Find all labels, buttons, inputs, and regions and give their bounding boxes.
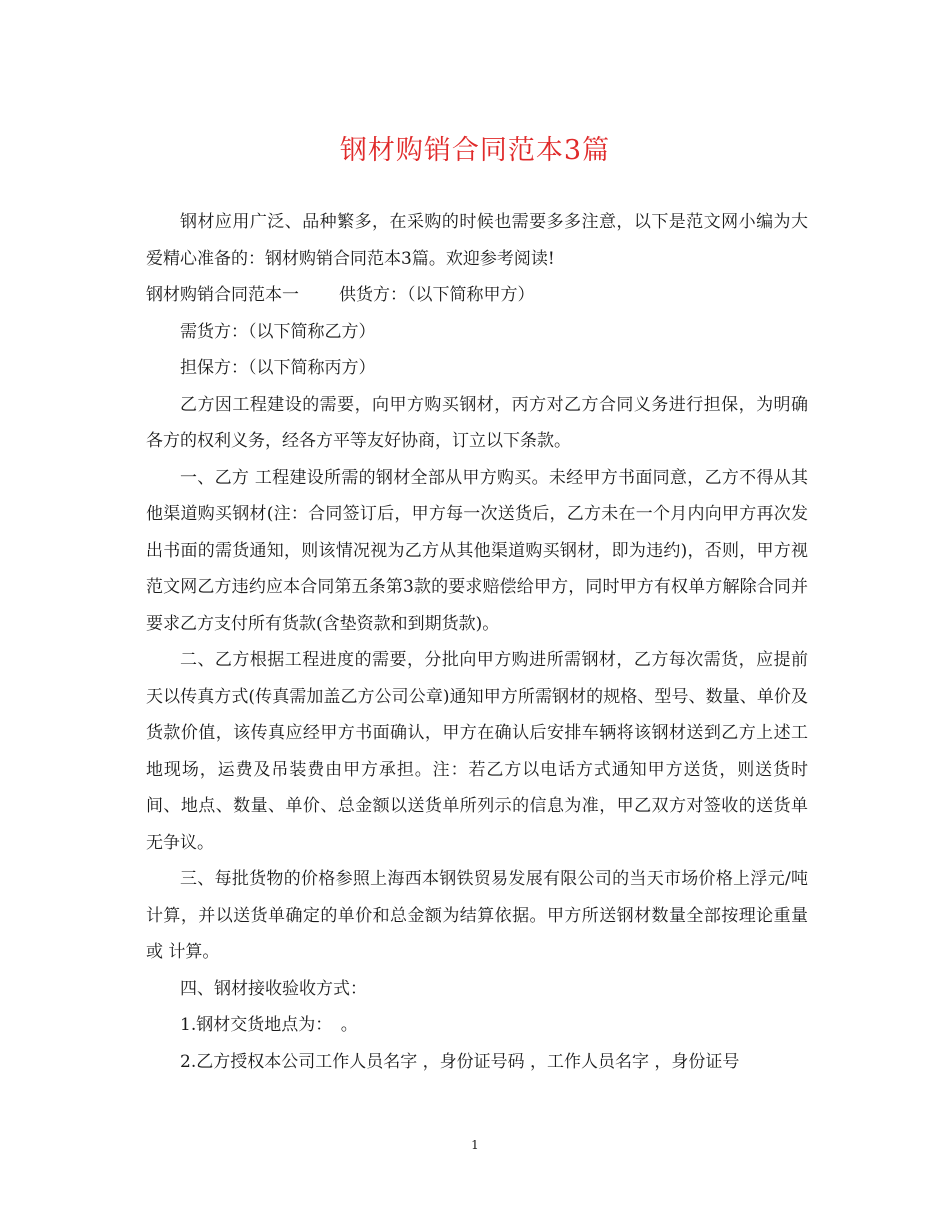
section-heading: 钢材购销合同范本一 — [146, 285, 299, 305]
background-paragraph: 乙方因工程建设的需要，向甲方购买钢材，丙方对乙方合同义务进行担保，为明确各方的权利义务，经各方平等友好协商，订立以下条款。 — [146, 394, 808, 451]
document-title: 钢材购销合同范本3篇 — [339, 135, 611, 166]
intro-paragraph: 钢材应用广泛、品种繁多，在采购的时候也需要多多注意，以下是范文网小编为大爱精心准备的：钢材购销合同范本3篇。欢迎参考阅读! — [146, 212, 808, 269]
clause-3: 三、每批货物的价格参照上海西本钢铁贸易发展有限公司的当天市场价格上浮元/吨计算，并以送货单确定的单价和总金额为结算依据。甲方所送钢材数量全部按理论重量或 计算。 — [146, 869, 808, 962]
clause-4-item-2: 2.乙方授权本公司工作人员名字 ，身份证号码 ，工作人员名字 ，身份证号 — [180, 1051, 740, 1072]
clause-1: 一、乙方 工程建设所需的钢材全部从甲方购买。未经甲方书面同意，乙方不得从其他渠道购买钢材(注：合同签订后，甲方每一次送货后，乙方未在一个月内向甲方再次发出书面的需货通知，则该情况视为乙方从其他渠道购买钢材，即为违约)，否则，甲方视范文网乙方违约应本合同第五条第3款的要求赔偿给甲方，同时甲方有权单方解除合同并要求乙方支付所有货款(含垫资款和到期货款)。 — [146, 467, 808, 634]
guarantor-line: 担保方：（以下简称丙方） — [180, 358, 376, 378]
clause-4-heading: 四、钢材接收验收方式： — [180, 978, 367, 999]
document-body — [146, 204, 808, 1080]
section-heading-line — [146, 277, 808, 314]
page-number: 1 — [471, 1138, 479, 1152]
supplier-line: 供货方：（以下简称甲方） — [339, 285, 535, 305]
clause-4-item-1: 1.钢材交货地点为： 。 — [180, 1015, 358, 1035]
clause-2: 二、乙方根据工程进度的需要，分批向甲方购进所需钢材，乙方每次需货，应提前天以传真方式(传真需加盖乙方公司公章)通知甲方所需钢材的规格、型号、数量、单价及货款价值，该传真应经甲方书面确认，甲方在确认后安排车辆将该钢材送到乙方上述工地现场，运费及吊装费由甲方承担。注：若乙方以电话方式通知甲方送货，则送货时间、地点、数量、单价、总金额以送货单所列示的信息为准，甲乙双方对签收的送货单无争议。 — [146, 650, 808, 853]
buyer-line: 需货方：（以下简称乙方） — [180, 321, 376, 342]
